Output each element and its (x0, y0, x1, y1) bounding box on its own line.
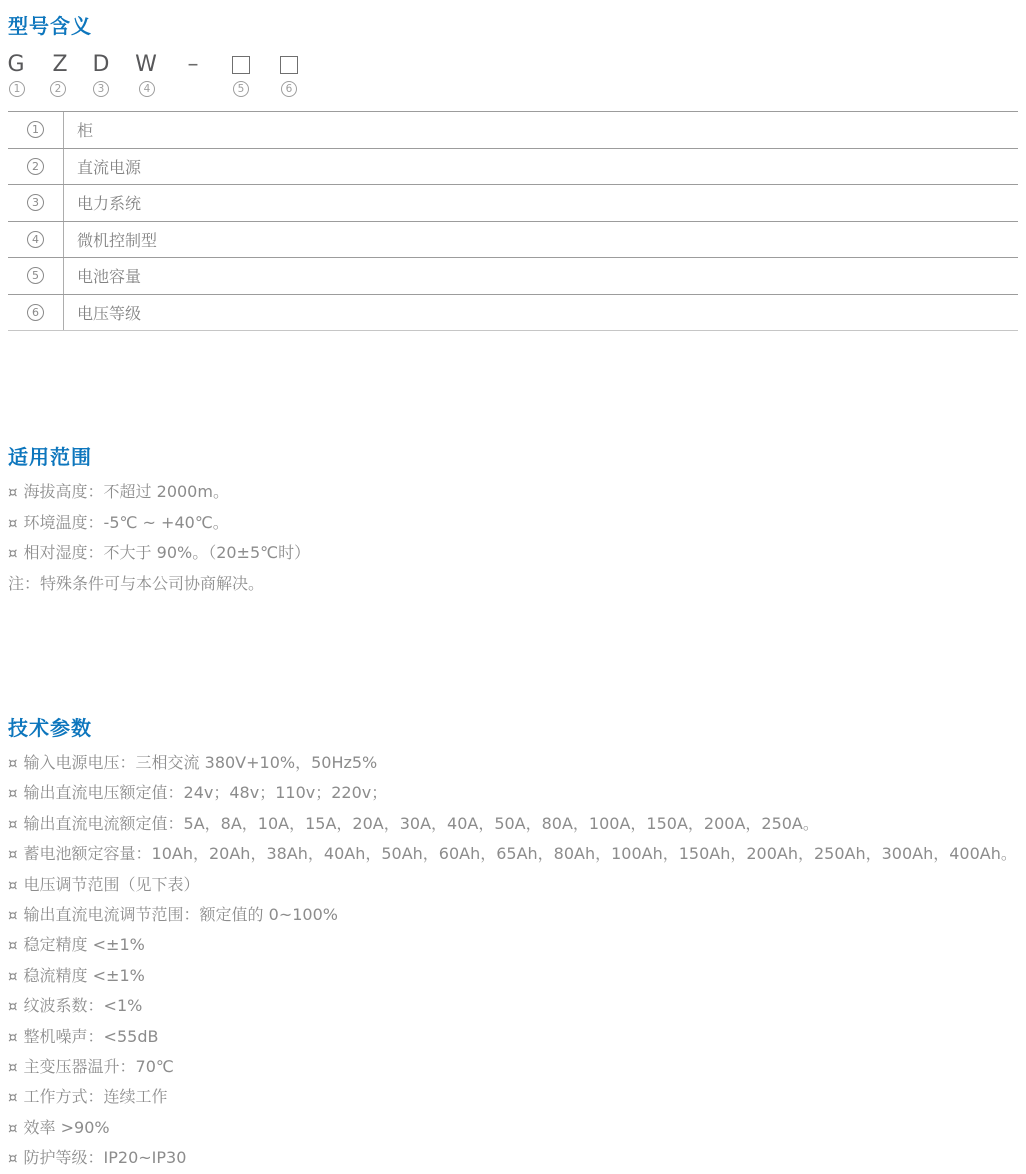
tech-item-text: 稳定精度 <±1% (23, 935, 145, 955)
tech-item (8, 961, 1018, 991)
row-label: 柜 (63, 112, 1018, 148)
table-row (8, 258, 1018, 295)
tech-item (8, 809, 1018, 839)
model-code-row (8, 54, 1018, 111)
row-circle-mark: 3 (27, 194, 44, 211)
bullet-icon: ¤ (8, 1027, 18, 1046)
tech-item-text: 纹波系数：<1% (23, 996, 143, 1016)
bullet-icon: ¤ (8, 1058, 18, 1077)
circle-mark-5: 5 (233, 81, 249, 97)
tech-item-text: 效率 >90% (23, 1117, 110, 1137)
bullet-icon: ¤ (8, 513, 18, 532)
tech-item (8, 839, 1018, 869)
row-label: 直流电源 (63, 149, 1018, 185)
tech-item-text: 整机噪声：<55dB (23, 1026, 159, 1046)
model-placeholder-box (280, 56, 298, 74)
tech-item-text: 输入电源电压：三相交流 380V+10%，50Hz5% (23, 753, 378, 772)
scope-item (8, 477, 1018, 508)
tech-item (8, 778, 1018, 808)
tech-item-text: 输出直流电流调节范围：额定值的 0~100% (23, 905, 338, 925)
table-row (8, 185, 1018, 222)
bullet-icon: ¤ (8, 1088, 18, 1107)
tech-item (8, 930, 1018, 960)
row-circle-mark: 6 (27, 304, 44, 321)
table-row (8, 149, 1018, 186)
tech-item (8, 1052, 1018, 1082)
tech-item (8, 1143, 1018, 1173)
table-row (8, 295, 1018, 332)
scope-note: 注：特殊条件可与本公司协商解决。 (8, 573, 265, 593)
circle-mark-6: 6 (281, 81, 297, 97)
row-label: 微机控制型 (63, 222, 1018, 258)
scope-list (8, 477, 1018, 598)
scope-item-text: 海拔高度：不超过 2000m。 (23, 482, 229, 501)
bullet-icon: ¤ (8, 1149, 18, 1168)
bullet-icon: ¤ (8, 845, 18, 864)
table-row (8, 112, 1018, 149)
bullet-icon: ¤ (8, 966, 18, 985)
tech-item (8, 1082, 1018, 1112)
table-row (8, 222, 1018, 259)
bullet-icon: ¤ (8, 936, 18, 955)
tech-item-text: 输出直流电流额定值：5A，8A，10A，15A，20A，30A，40A，50A，80A，100A，150A，200A，250A。 (23, 813, 819, 833)
tech-item-text: 稳流精度 <±1% (23, 965, 145, 985)
tech-item (8, 991, 1018, 1021)
bullet-icon: ¤ (8, 1118, 18, 1137)
circle-mark-4: 4 (139, 81, 155, 97)
bullet-icon: ¤ (8, 754, 18, 772)
model-letter-z: Z (52, 52, 68, 77)
tech-item (8, 748, 1018, 778)
model-meaning-title: 型号含义 (8, 14, 92, 38)
row-circle-mark: 2 (27, 158, 44, 175)
row-circle-mark: 4 (27, 231, 44, 248)
bullet-icon: ¤ (8, 814, 18, 833)
row-label: 电力系统 (63, 185, 1018, 221)
circle-mark-3: 3 (93, 81, 109, 97)
tech-item-text: 工作方式：连续工作 (23, 1087, 168, 1107)
tech-item-text: 防护等级：IP20~IP30 (23, 1148, 187, 1168)
bullet-icon: ¤ (8, 906, 18, 925)
tech-item-text: 电压调节范围（见下表） (23, 874, 200, 894)
row-label: 电压等级 (63, 295, 1018, 331)
scope-item (8, 508, 1018, 539)
bullet-icon: ¤ (8, 483, 18, 501)
scope-item (8, 538, 1018, 569)
row-circle-mark: 5 (27, 267, 44, 284)
tech-item (8, 870, 1018, 900)
scope-title: 适用范围 (8, 445, 92, 469)
model-letter-d: D (92, 52, 110, 77)
bullet-icon: ¤ (8, 544, 18, 562)
circle-mark-1: 1 (9, 81, 25, 97)
model-meaning-table (8, 111, 1018, 331)
tech-item (8, 1113, 1018, 1143)
tech-item-text: 输出直流电压额定值：24v；48v；110v；220v； (23, 783, 388, 803)
model-placeholder-box (232, 56, 250, 74)
bullet-icon: ¤ (8, 784, 18, 803)
circle-mark-2: 2 (50, 81, 66, 97)
model-letter-g: G (7, 52, 25, 77)
tech-params-title: 技术参数 (8, 716, 92, 740)
model-dash: – (187, 52, 199, 77)
scope-item-text: 相对湿度：不大于 90%。（20±5℃时） (23, 543, 311, 562)
row-circle-mark: 1 (27, 121, 44, 138)
tech-item (8, 1022, 1018, 1052)
scope-item-text: 环境温度：-5℃ ~ +40℃。 (23, 512, 229, 532)
tech-item-text: 主变压器温升：70℃ (23, 1057, 174, 1077)
tech-params-list (8, 748, 1018, 1174)
bullet-icon: ¤ (8, 997, 18, 1016)
tech-item-text: 蓄电池额定容量：10Ah，20Ah，38Ah，40Ah，50Ah，60Ah，65Ah，80Ah，100Ah，150Ah，200Ah，250Ah，300Ah，400Ah。 (23, 844, 1017, 864)
tech-item (8, 900, 1018, 930)
model-letter-w: W (135, 52, 157, 77)
row-label: 电池容量 (63, 258, 1018, 294)
bullet-icon: ¤ (8, 875, 18, 894)
